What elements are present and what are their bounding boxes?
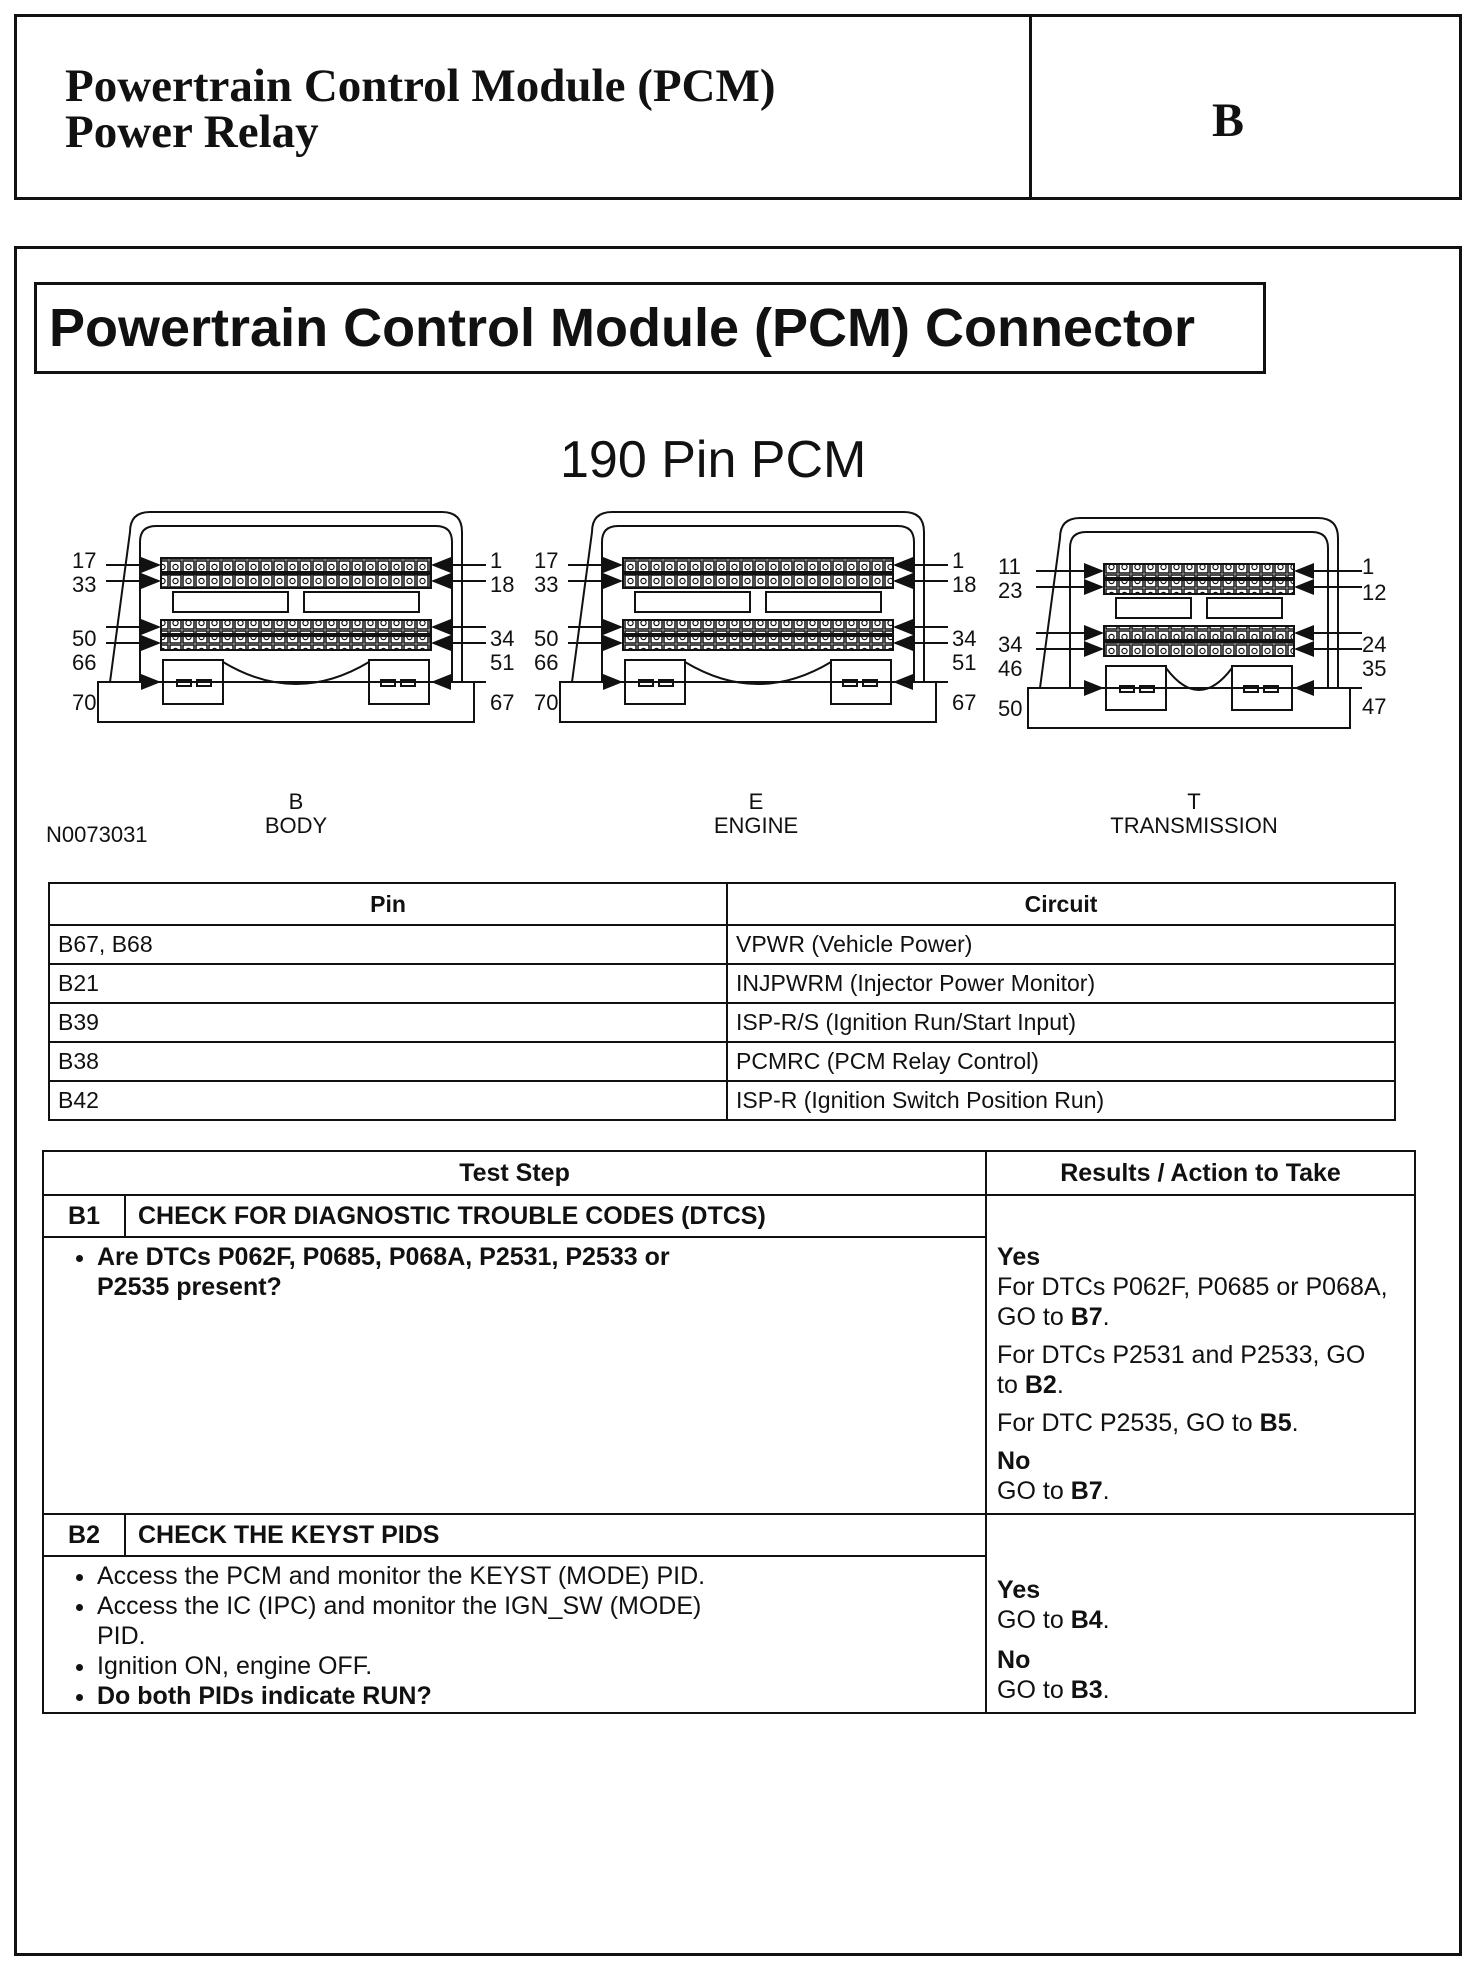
pin-label: 23 [998, 578, 1023, 603]
connector-t-pins-row-2 [1104, 580, 1294, 594]
pin-cell: B38 [49, 1042, 727, 1081]
pin-label: 33 [534, 572, 559, 597]
pin-label: 1 [952, 548, 965, 573]
connector-e-caption [656, 790, 856, 838]
connector-t-caption [1094, 790, 1294, 838]
step-title: CHECK THE KEYST PIDS [125, 1514, 986, 1556]
pin-label: 18 [952, 572, 977, 597]
table-row [49, 1042, 1395, 1081]
connector-b-caption [196, 790, 396, 838]
table-row [49, 964, 1395, 1003]
list-item [97, 1242, 984, 1302]
pin-label: 70 [534, 690, 559, 715]
connector-b-slot [173, 592, 288, 612]
pin-label: 18 [490, 572, 515, 597]
pin-label: 67 [952, 690, 977, 715]
list-item: • Access the PCM and monitor the KEYST (MODE) PID. [97, 1561, 984, 1591]
circuit-cell: INJPWRM (Injector Power Monitor) [727, 964, 1395, 1003]
item-text: Access the IC (IPC) and monitor the IGN_SW (MODE) [97, 1592, 702, 1620]
result-text: For DTCs P2531 and P2533, GO [997, 1341, 1366, 1369]
result-no: No [997, 1646, 1031, 1674]
connector-letter: T [1187, 789, 1201, 814]
result-text: GO to [997, 1606, 1071, 1634]
pin-label: 51 [952, 650, 977, 675]
step-list [45, 1561, 984, 1711]
result-text: For DTC P2535, GO to [997, 1409, 1260, 1437]
connector-t-pins-row-3 [1104, 626, 1294, 640]
test-step-table [42, 1150, 1416, 1714]
step-ref: B7 [1070, 1477, 1103, 1505]
section-letter: B [1212, 94, 1245, 147]
circuit-cell: PCMRC (PCM Relay Control) [727, 1042, 1395, 1081]
pin-circuit-table [48, 882, 1396, 1121]
result-text: GO to [997, 1477, 1071, 1505]
connector-t-pins-row-4 [1104, 642, 1294, 656]
connector-name: ENGINE [713, 813, 799, 838]
connector-e-pins-row-3 [623, 620, 893, 634]
connector-b-socket-curve [223, 662, 369, 684]
pin-label: 67 [490, 690, 515, 715]
connector-e-pins-row-2 [623, 574, 893, 588]
title-line-1: Powertrain Control Module (PCM) [65, 60, 776, 112]
connector-t-socket-curve [1166, 668, 1232, 690]
connector-t-shell [1028, 518, 1350, 728]
circuit-cell: VPWR (Vehicle Power) [727, 925, 1395, 964]
circuit-cell: ISP-R (Ignition Switch Position Run) [727, 1081, 1395, 1120]
pin-cell: B39 [49, 1003, 727, 1042]
connector-e-inner [602, 526, 914, 682]
figure-id: N0073031 [46, 822, 148, 847]
column-header: Circuit [727, 883, 1395, 925]
section-title: Powertrain Control Module (PCM) Connector [34, 282, 1266, 374]
pin-label: 66 [72, 650, 97, 675]
step-ref: B3 [1070, 1676, 1103, 1704]
connector-e-socket-curve [685, 662, 831, 684]
result-yes: Yes [997, 1576, 1041, 1604]
connector-b-pins-row-1 [161, 558, 431, 572]
result-text: For DTCs P062F, P0685 or P068A, [997, 1273, 1388, 1301]
pin-label: 47 [1362, 694, 1387, 719]
table-row [49, 1003, 1395, 1042]
connector-letter: E [748, 789, 764, 814]
connector-e-pins-row-1 [623, 558, 893, 572]
connector-b-inner [140, 526, 452, 682]
pin-label: 70 [72, 690, 97, 715]
connector-t-inner [1070, 532, 1328, 688]
step-b1-results: Yes For DTCs P062F, P0685 or P068A, GO to B7. For DTCs P2531 and P2533, GO to B2. For DTC P2535, GO to B5. No GO to B7. [986, 1195, 1415, 1514]
header-divider [1029, 17, 1032, 197]
pin-label: 34 [490, 626, 515, 651]
pin-label: 12 [1362, 580, 1387, 605]
connector-letter: B [288, 789, 304, 814]
column-header: Pin [49, 883, 727, 925]
connector-name: TRANSMISSION [1110, 813, 1278, 838]
pin-label: 51 [490, 650, 515, 675]
connector-e-slot [766, 592, 881, 612]
step-b1-body [43, 1237, 986, 1514]
pin-label: 1 [490, 548, 503, 573]
connector-diagram [0, 490, 1472, 790]
step-b1-title-row [43, 1195, 1415, 1237]
connector-t-slot [1116, 598, 1191, 618]
pin-label: 34 [998, 632, 1023, 657]
connector-e-pins-row-4 [623, 636, 893, 650]
table-header-row [49, 883, 1395, 925]
column-header: Results / Action to Take [986, 1151, 1415, 1195]
result-yes: Yes [997, 1243, 1041, 1271]
pin-label: 34 [952, 626, 977, 651]
diagram-title: 190 Pin PCM [560, 431, 867, 489]
connector-b-pins-row-3 [161, 620, 431, 634]
step-ref: B5 [1259, 1409, 1292, 1437]
pin-label: 50 [534, 626, 559, 651]
pin-label: 17 [72, 548, 97, 573]
step-b2-body [43, 1556, 986, 1713]
connector-e-slot [635, 592, 750, 612]
list-item [97, 1591, 984, 1651]
pin-label: 46 [998, 656, 1023, 681]
header-box [14, 14, 1462, 200]
connector-e-shell [560, 512, 936, 722]
result-text: to [997, 1371, 1025, 1399]
step-id: B1 [43, 1195, 125, 1237]
connector-b-pins-row-2 [161, 574, 431, 588]
result-no: No [997, 1447, 1031, 1475]
pin-label: 17 [534, 548, 559, 573]
table-header-row [43, 1151, 1415, 1195]
circuit-cell: ISP-R/S (Ignition Run/Start Input) [727, 1003, 1395, 1042]
pin-label: 50 [72, 626, 97, 651]
step-title: CHECK FOR DIAGNOSTIC TROUBLE CODES (DTCS) [125, 1195, 986, 1237]
step-list [45, 1242, 984, 1302]
question-text: Are DTCs P062F, P0685, P068A, P2531, P2533 or [97, 1243, 670, 1271]
step-ref: B2 [1024, 1371, 1057, 1399]
pin-cell: B42 [49, 1081, 727, 1120]
step-id: B2 [43, 1514, 125, 1556]
column-header: Test Step [43, 1151, 986, 1195]
pin-label: 66 [534, 650, 559, 675]
connector-b-pins-row-4 [161, 636, 431, 650]
connector-t-slot [1207, 598, 1282, 618]
step-b2-title-row [43, 1514, 1415, 1556]
page-title [65, 60, 776, 158]
pin-cell: B21 [49, 964, 727, 1003]
step-b2-results: Yes GO to B4. No GO to B3. [986, 1514, 1415, 1713]
table-row [49, 925, 1395, 964]
question-text: P2535 present? [97, 1273, 282, 1301]
pin-label: 35 [1362, 656, 1387, 681]
pin-label: 50 [998, 696, 1023, 721]
connector-b-shell [98, 512, 474, 722]
item-text: PID. [97, 1622, 146, 1650]
pin-label: 11 [998, 554, 1021, 579]
step-ref: B4 [1070, 1606, 1103, 1634]
result-text: GO to [997, 1303, 1071, 1331]
connector-b-slot [304, 592, 419, 612]
title-line-2: Power Relay [65, 106, 319, 158]
connector-t-pins-row-1 [1104, 564, 1294, 578]
pin-label: 24 [1362, 632, 1387, 657]
pin-label: 1 [1362, 554, 1375, 579]
connector-name: BODY [264, 813, 328, 838]
result-text: GO to [997, 1676, 1071, 1704]
pin-cell: B67, B68 [49, 925, 727, 964]
list-item: • Ignition ON, engine OFF. [97, 1651, 984, 1681]
list-item: • Do both PIDs indicate RUN? [97, 1681, 984, 1711]
pin-label: 33 [72, 572, 97, 597]
step-ref: B7 [1070, 1303, 1103, 1331]
table-row [49, 1081, 1395, 1120]
